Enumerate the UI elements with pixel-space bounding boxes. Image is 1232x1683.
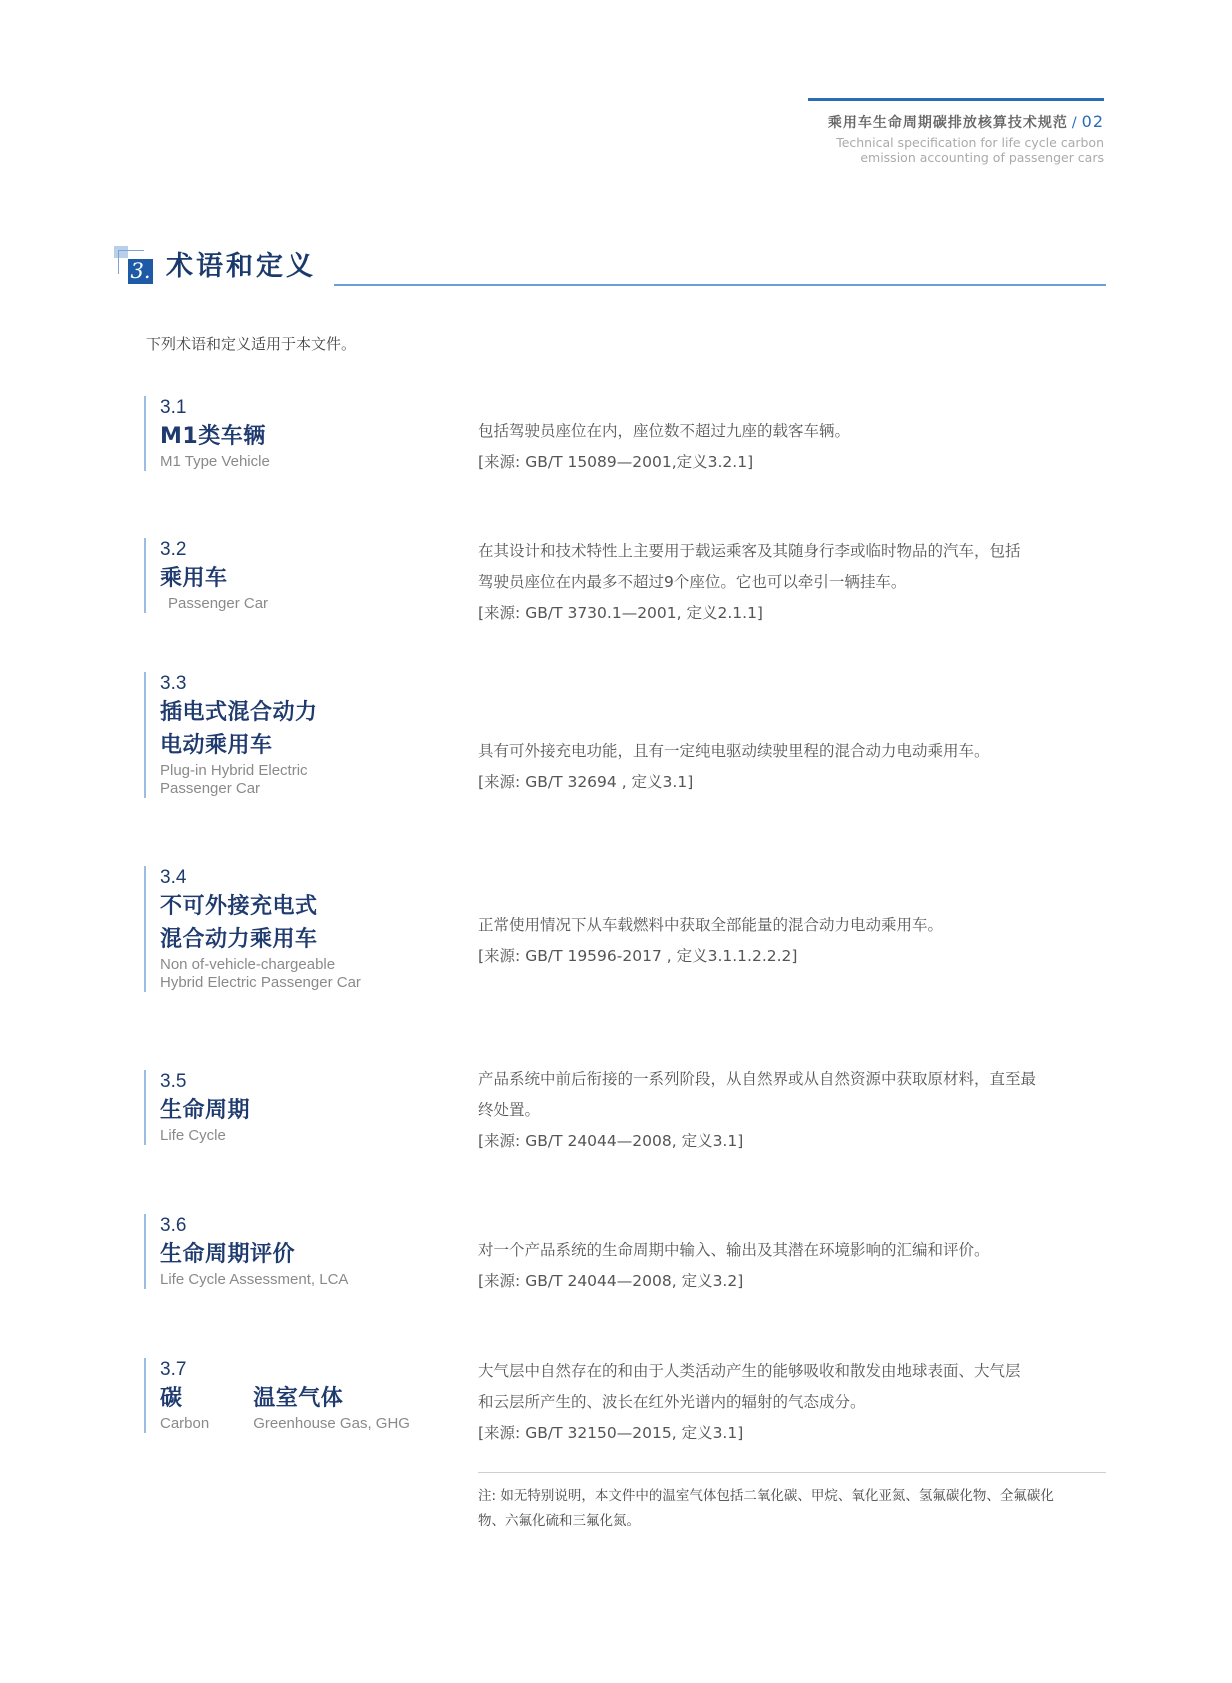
term-3-2 (144, 538, 268, 613)
definition-source: [来源: GB/T 32694 , 定义3.1] (478, 773, 694, 791)
definition-source: [来源: GB/T 19596-2017 , 定义3.1.1.2.2.2] (478, 947, 798, 965)
term-name-cn: 碳 (160, 1386, 183, 1411)
note-line-1: 注: 如无特别说明，本文件中的温室气体包括二氧化碳、甲烷、氧化亚氮、氢氟碳化物、全氟碳化 (478, 1488, 1054, 1504)
definition-text: 对一个产品系统的生命周期中输入、输出及其潜在环境影响的汇编和评价。 (478, 1241, 990, 1259)
term-name-en-line-1: Plug-in Hybrid Electric (160, 762, 308, 779)
term-name-cn-line-1: 不可外接充电式 (160, 894, 318, 919)
term-number: 3.3 (160, 673, 187, 694)
term-pair (160, 1382, 454, 1433)
definition-text-line-1: 产品系统中前后衔接的一系列阶段，从自然界或从自然资源中获取原材料，直至最 (478, 1070, 1037, 1088)
definition-3-4 (478, 910, 1110, 972)
note-line-2: 物、六氟化硫和三氟化氮。 (478, 1513, 640, 1529)
term-name-en: M1 Type Vehicle (160, 453, 270, 470)
footnote (478, 1484, 1108, 1534)
term-name-en: Life Cycle Assessment, LCA (160, 1271, 349, 1288)
term-number: 3.2 (160, 539, 187, 560)
term-3-1 (144, 396, 270, 471)
term-3-5 (144, 1070, 250, 1145)
definition-text-line-1: 在其设计和技术特性上主要用于载运乘客及其随身行李或临时物品的汽车，包括 (478, 542, 1021, 560)
definition-source: [来源: GB/T 3730.1—2001, 定义2.1.1] (478, 604, 763, 622)
term-name-cn: M1类车辆 (160, 424, 266, 449)
definition-source: [来源: GB/T 32150—2015, 定义3.1] (478, 1424, 744, 1442)
term-name-en: Carbon (160, 1415, 210, 1432)
term-name-en: Greenhouse Gas, GHG (253, 1415, 410, 1432)
term-3-4 (144, 866, 361, 992)
definition-3-6 (478, 1235, 1110, 1297)
header-title-cn: 乘用车生命周期碳排放核算技术规范 (827, 115, 1068, 131)
term-number: 3.4 (160, 867, 187, 888)
definition-text: 包括驾驶员座位在内，座位数不超过九座的载客车辆。 (478, 422, 851, 440)
term-carbon (160, 1382, 209, 1433)
term-name-en-line-1: Non of-vehicle-chargeable (160, 956, 336, 973)
page-number: 02 (1081, 112, 1104, 131)
term-name-cn: 生命周期 (160, 1098, 251, 1123)
term-name-cn: 乘用车 (160, 566, 228, 591)
term-name-cn-line-2: 电动乘用车 (160, 733, 273, 758)
term-name-en-line-2: Passenger Car (160, 780, 261, 797)
definition-3-5 (478, 1064, 1110, 1157)
header-accent-bar (808, 98, 1104, 101)
term-3-6 (144, 1214, 348, 1289)
definition-text-line-1: 大气层中自然存在的和由于人类活动产生的能够吸收和散发由地球表面、大气层 (478, 1362, 1021, 1380)
term-name-cn-line-1: 插电式混合动力 (160, 700, 318, 725)
term-name-en: Life Cycle (160, 1127, 226, 1144)
definition-text: 正常使用情况下从车载燃料中获取全部能量的混合动力电动乘用车。 (478, 916, 944, 934)
definition-source: [来源: GB/T 24044—2008, 定义3.1] (478, 1132, 744, 1150)
term-3-3 (144, 672, 318, 798)
section-title: 术语和定义 (166, 251, 316, 282)
definition-3-3 (478, 736, 1110, 798)
definition-text-line-2: 和云层所产生的、波长在红外光谱内的辐射的气态成分。 (478, 1393, 866, 1411)
section-intro: 下列术语和定义适用于本文件。 (146, 335, 357, 353)
term-name-en: Passenger Car (168, 595, 269, 612)
header-subtitle-1: Technical specification for life cycle carbon (836, 135, 1104, 150)
term-name-cn: 生命周期评价 (160, 1242, 296, 1267)
definition-source: [来源: GB/T 24044—2008, 定义3.2] (478, 1272, 744, 1290)
term-name-cn-line-2: 混合动力乘用车 (160, 927, 318, 952)
section-rule (334, 284, 1106, 286)
definition-3-2 (478, 536, 1110, 629)
term-number: 3.6 (160, 1215, 187, 1236)
header-title (808, 113, 1104, 132)
term-number: 3.7 (160, 1359, 187, 1380)
definition-text-line-2: 终处置。 (478, 1101, 541, 1119)
note-divider (478, 1472, 1106, 1473)
section-heading (112, 244, 1106, 290)
term-name-cn: 温室气体 (253, 1386, 344, 1411)
definition-text: 具有可外接充电功能，且有一定纯电驱动续驶里程的混合动力电动乘用车。 (478, 742, 990, 760)
header-subtitle-2: emission accounting of passenger cars (860, 150, 1104, 165)
term-3-7 (144, 1358, 454, 1433)
definition-text-line-2: 驾驶员座位在内最多不超过9个座位。它也可以牵引一辆挂车。 (478, 573, 907, 591)
page-header (808, 98, 1104, 165)
definition-3-7 (478, 1356, 1110, 1449)
section-number-icon (112, 244, 156, 288)
term-number: 3.5 (160, 1071, 187, 1092)
section-number: 3. (128, 259, 153, 284)
definition-source: [来源: GB/T 15089—2001,定义3.2.1] (478, 453, 754, 471)
term-number: 3.1 (160, 397, 187, 418)
definition-3-1 (478, 416, 1110, 478)
header-separator: / (1071, 115, 1078, 131)
term-greenhouse-gas (253, 1382, 410, 1433)
term-name-en-line-2: Hybrid Electric Passenger Car (160, 974, 361, 991)
